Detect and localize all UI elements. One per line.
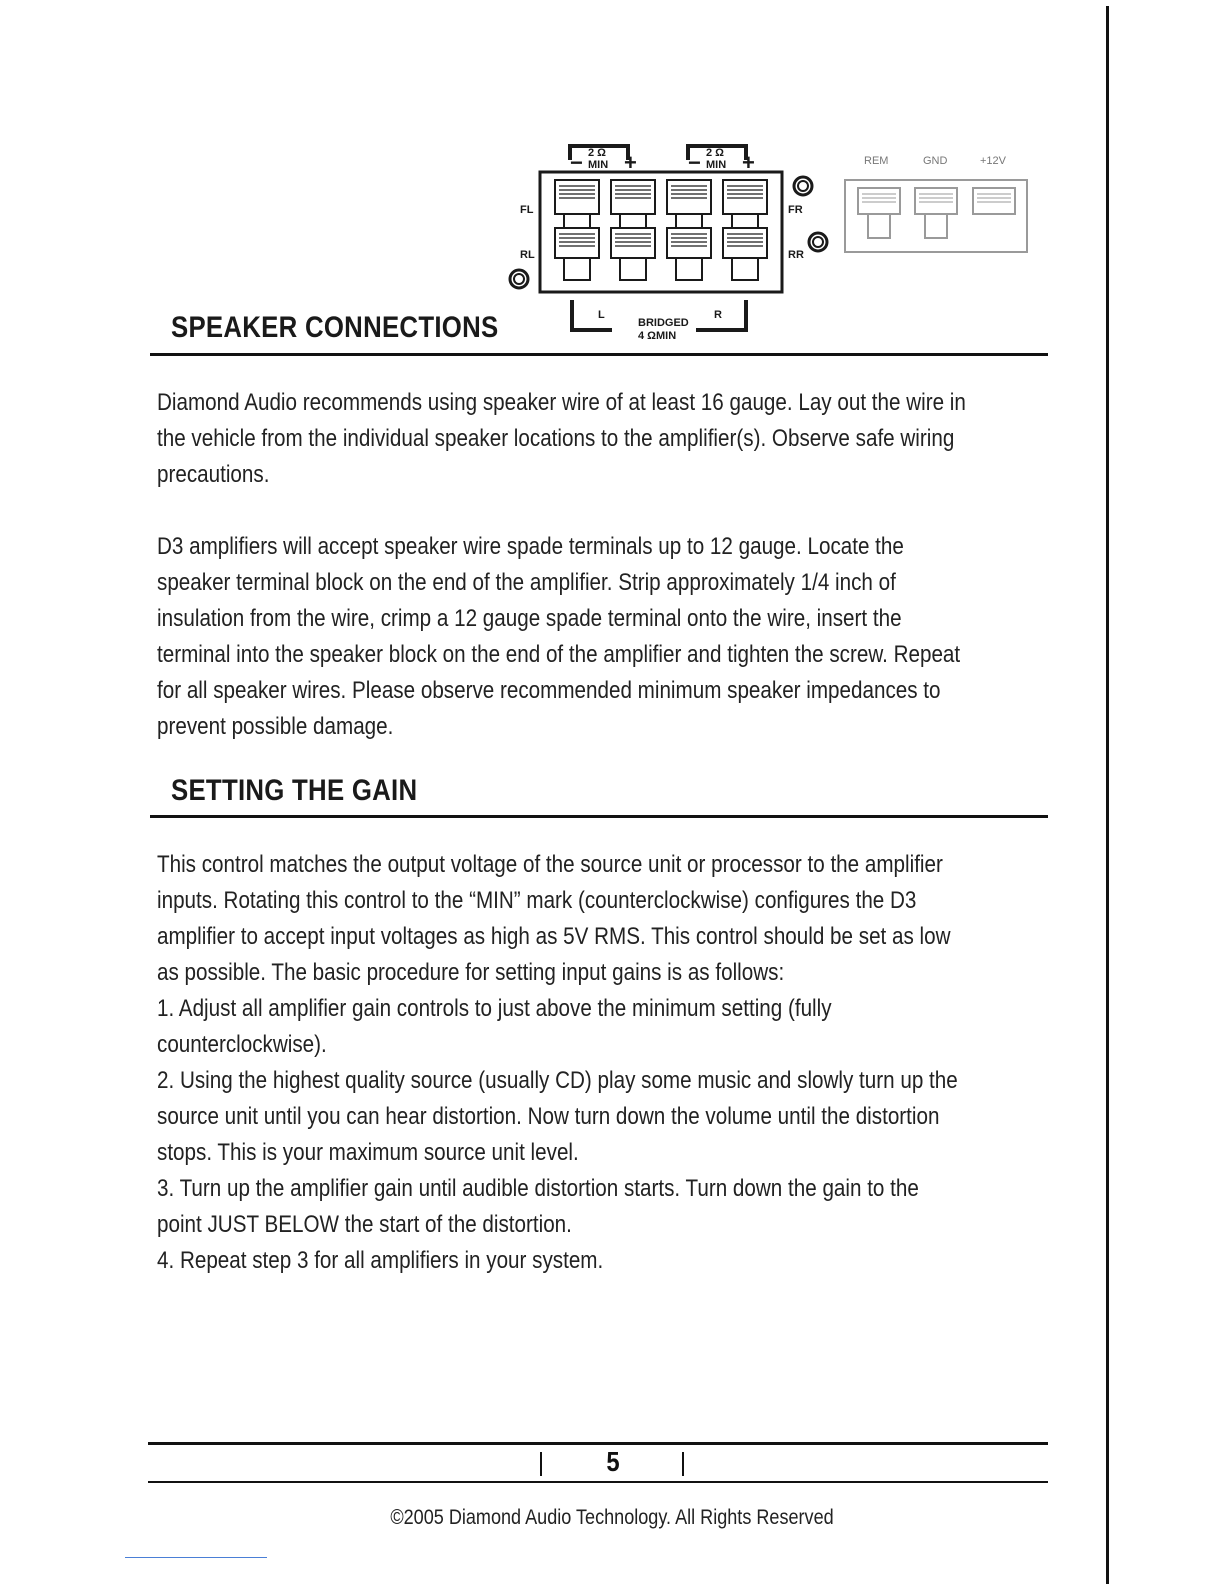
section-rule — [150, 815, 1048, 818]
text-line: speaker terminal block on the end of the amplifier. Strip approximately 1/4 inch of — [157, 569, 896, 596]
ch1-plus: + — [624, 150, 637, 175]
label-l: L — [598, 309, 605, 321]
list-item: stops. This is your maximum source unit level. — [157, 1139, 579, 1166]
list-item: counterclockwise). — [157, 1031, 327, 1058]
text-line: This control matches the output voltage of the source unit or processor to the amplifier — [157, 851, 943, 878]
list-item: 4. Repeat step 3 for all amplifiers in your system. — [157, 1247, 604, 1274]
list-item: 3. Turn up the amplifier gain until audible distortion starts. Turn down the gain to the — [157, 1175, 919, 1202]
ch1-impedance: 2 Ω — [588, 147, 606, 159]
text-line: terminal into the speaker block on the end of the amplifier and tighten the screw. Repeat — [157, 641, 961, 668]
ch1-min: MIN — [588, 159, 609, 171]
footer-rule-top — [148, 1442, 1048, 1445]
decorative-line — [125, 1557, 267, 1558]
label-rl: RL — [520, 249, 535, 261]
right-margin-rule — [1106, 6, 1109, 1584]
text-line: amplifier to accept input voltages as high as 5V RMS. This control should be set as low — [157, 923, 951, 950]
label-rem: REM — [864, 155, 889, 167]
ch2-impedance: 2 Ω — [706, 147, 724, 159]
footer-rule-bottom — [148, 1481, 1048, 1483]
list-item: source unit until you can hear distortion. Now turn down the volume until the distortion — [157, 1103, 940, 1130]
text-line: the vehicle from the individual speaker locations to the amplifier(s). Observe safe wiring — [157, 425, 955, 452]
text-line: Diamond Audio recommends using speaker wire of at least 16 gauge. Lay out the wire in — [157, 389, 966, 416]
label-bridged-min: 4 ΩMIN — [638, 330, 677, 342]
copyright: ©2005 Diamond Audio Technology. All Rights Reserved — [390, 1506, 834, 1529]
text-line: prevent possible damage. — [157, 713, 394, 740]
page-number-divider-left — [540, 1452, 542, 1476]
text-line: inputs. Rotating this control to the “MIN” mark (counterclockwise) configures the D3 — [157, 887, 917, 914]
label-fl: FL — [520, 204, 534, 216]
label-fr: FR — [788, 204, 803, 216]
speaker-para-1 — [157, 385, 966, 493]
label-gnd: GND — [923, 155, 948, 167]
list-item: point JUST BELOW the start of the distortion. — [157, 1211, 572, 1238]
ch2-plus: + — [742, 150, 755, 175]
setting-gain-heading: SETTING THE GAIN — [171, 774, 418, 807]
ch2-minus: − — [688, 150, 701, 175]
page-number: 5 — [606, 1446, 620, 1477]
gain-body — [157, 847, 958, 1279]
speaker-terminal-diagram — [500, 138, 1040, 348]
text-line: as possible. The basic procedure for setting input gains is as follows: — [157, 959, 785, 986]
label-r: R — [714, 309, 722, 321]
text-line: insulation from the wire, crimp a 12 gauge spade terminal onto the wire, insert the — [157, 605, 902, 632]
label-12v: +12V — [980, 155, 1006, 167]
section-rule — [150, 353, 1048, 356]
terminal-columns — [555, 180, 767, 280]
page-number-divider-right — [682, 1452, 684, 1476]
label-bridged: BRIDGED — [638, 317, 689, 329]
ch1-minus: − — [570, 150, 583, 175]
text-line: D3 amplifiers will accept speaker wire spade terminals up to 12 gauge. Locate the — [157, 533, 904, 560]
speaker-para-2 — [157, 529, 960, 745]
list-item: 1. Adjust all amplifier gain controls to just above the minimum setting (fully — [157, 995, 832, 1022]
text-line: precautions. — [157, 461, 270, 488]
label-rr: RR — [788, 249, 804, 261]
list-item: 2. Using the highest quality source (usually CD) play some music and slowly turn up the — [157, 1067, 958, 1094]
speaker-connections-heading: SPEAKER CONNECTIONS — [171, 311, 499, 344]
text-line: for all speaker wires. Please observe recommended minimum speaker impedances to — [157, 677, 941, 704]
ch2-min: MIN — [706, 159, 727, 171]
